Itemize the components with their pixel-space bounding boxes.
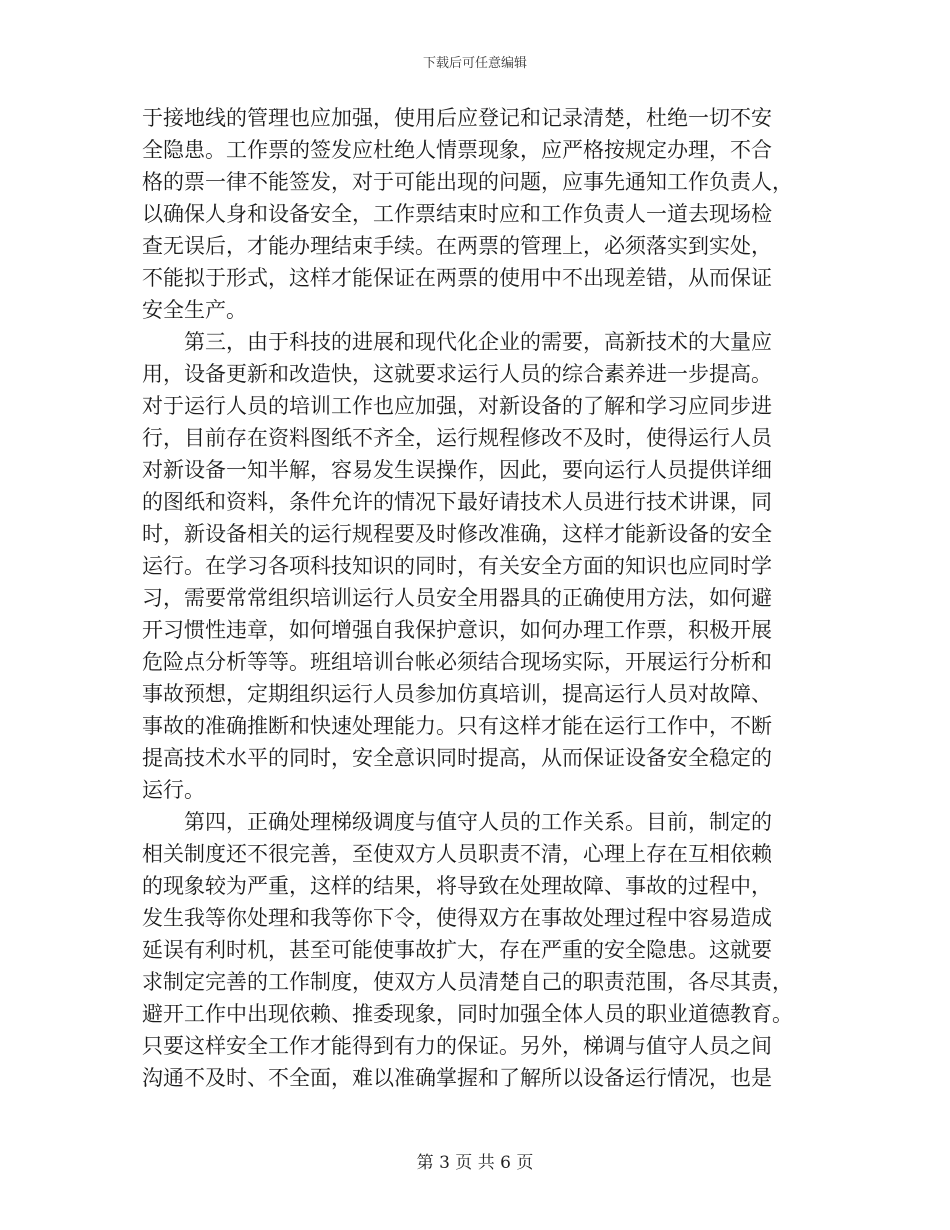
page-header: 下载后可任意编辑 xyxy=(422,56,527,71)
text-line: 的图纸和资料，条件允许的情况下最好请技术人员进行技术讲课，同 xyxy=(142,490,772,514)
text-line: 沟通不及时、不全面，难以准确掌握和了解所以设备运行情况，也是 xyxy=(142,1066,772,1090)
text-line: 用，设备更新和改造快，这就要求运行人员的综合素养进一步提高。 xyxy=(142,362,772,386)
paragraph-start-line: 第三，由于科技的进展和现代化企业的需要，高新技术的大量应 xyxy=(184,330,772,354)
text-line: 时，新设备相关的运行规程要及时修改准确，这样才能新设备的安全 xyxy=(142,522,772,546)
text-line: 的现象较为严重，这样的结果，将导致在处理故障、事故的过程中， xyxy=(142,874,772,898)
text-line: 行，目前存在资料图纸不齐全，运行规程修改不及时，使得运行人员 xyxy=(142,426,772,450)
text-line: 延误有利时机，甚至可能使事故扩大，存在严重的安全隐患。这就要 xyxy=(142,938,772,962)
text-line: 对新设备一知半解，容易发生误操作，因此，要向运行人员提供详细 xyxy=(142,458,772,482)
text-line: 只要这样安全工作才能得到有力的保证。另外，梯调与值守人员之间 xyxy=(142,1034,772,1058)
text-line: 运行。在学习各项科技知识的同时，有关安全方面的知识也应同时学 xyxy=(142,554,772,578)
text-line: 于接地线的管理也应加强，使用后应登记和记录清楚，杜绝一切不安 xyxy=(142,106,772,130)
text-line: 以确保人身和设备安全，工作票结束时应和工作负责人一道去现场检 xyxy=(142,202,772,226)
text-line: 不能拟于形式，这样才能保证在两票的使用中不出现差错，从而保证 xyxy=(142,266,772,290)
text-line: 避开工作中出现依赖、推委现象，同时加强全体人员的职业道德教育。 xyxy=(142,1002,793,1026)
paragraph-start-line: 第四，正确处理梯级调度与值守人员的工作关系。目前，制定的 xyxy=(184,810,772,834)
text-line: 危险点分析等等。班组培训台帐必须结合现场实际，开展运行分析和 xyxy=(142,650,772,674)
text-line: 运行。 xyxy=(142,778,205,802)
text-line: 对于运行人员的培训工作也应加强，对新设备的了解和学习应同步进 xyxy=(142,394,772,418)
page-number: 第 3 页 共 6 页 xyxy=(416,1153,534,1173)
text-line: 查无误后，才能办理结束手续。在两票的管理上，必须落实到实处， xyxy=(142,234,772,258)
text-line: 习，需要常常组织培训运行人员安全用器具的正确使用方法，如何避 xyxy=(142,586,772,610)
text-line: 发生我等你处理和我等你下令，使得双方在事故处理过程中容易造成 xyxy=(142,906,772,930)
text-line: 提高技术水平的同时，安全意识同时提高，从而保证设备安全稳定的 xyxy=(142,746,772,770)
text-line: 全隐患。工作票的签发应杜绝人情票现象，应严格按规定办理，不合 xyxy=(142,138,772,162)
text-line: 求制定完善的工作制度，使双方人员清楚自己的职责范围，各尽其责， xyxy=(142,970,793,994)
text-line: 相关制度还不很完善，至使双方人员职责不清，心理上存在互相依赖 xyxy=(142,842,772,866)
text-line: 安全生产。 xyxy=(142,298,247,322)
text-line: 格的票一律不能签发，对于可能出现的问题，应事先通知工作负责人， xyxy=(142,170,793,194)
text-line: 事故预想，定期组织运行人员参加仿真培训，提高运行人员对故障、 xyxy=(142,682,772,706)
text-line: 开习惯性违章，如何增强自我保护意识，如何办理工作票，积极开展 xyxy=(142,618,772,642)
text-line: 事故的准确推断和快速处理能力。只有这样才能在运行工作中，不断 xyxy=(142,714,772,738)
document-body xyxy=(142,102,808,1094)
